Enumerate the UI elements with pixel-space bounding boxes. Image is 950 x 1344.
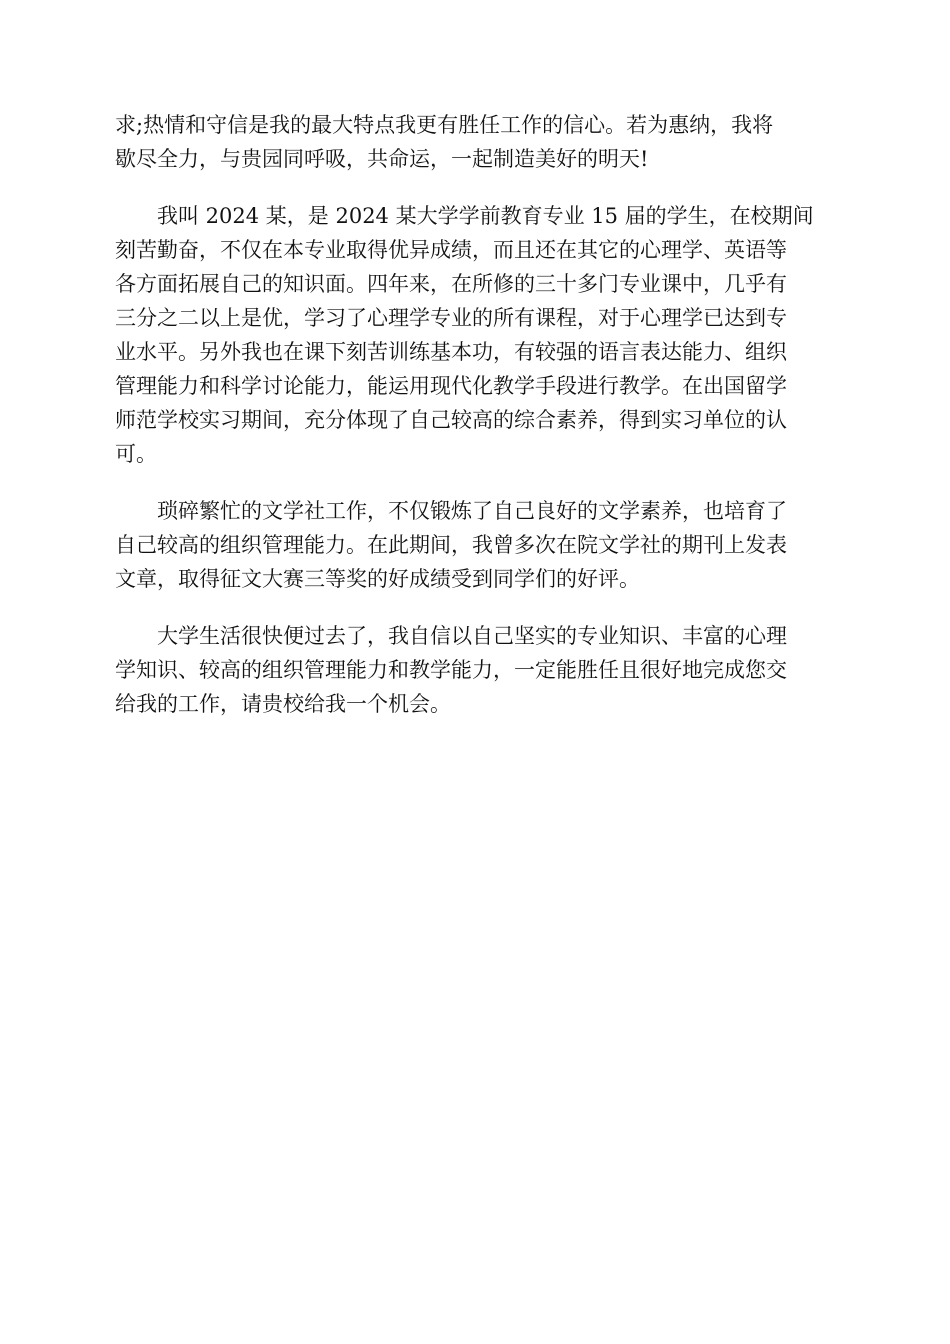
paragraph-line: 文章，取得征文大赛三等奖的好成绩受到同学们的好评。 [115, 567, 640, 591]
paragraph-line: 我叫 2024 某，是 2024 某大学学前教育专业 15 届的学生，在校期间 [157, 204, 814, 228]
paragraph-line: 求;热情和守信是我的最大特点我更有胜任工作的信心。若为惠纳，我将 [115, 113, 774, 137]
paragraph-line: 管理能力和科学讨论能力，能运用现代化教学手段进行教学。在出国留学 [115, 374, 787, 398]
paragraph-line: 师范学校实习期间，充分体现了自己较高的综合素养，得到实习单位的认 [115, 408, 787, 432]
paragraph-1 [115, 108, 835, 176]
paragraph-4 [115, 619, 835, 721]
paragraph-line: 可。 [115, 442, 157, 466]
paragraph-line: 业水平。另外我也在课下刻苦训练基本功，有较强的语言表达能力、组织 [115, 340, 787, 364]
document-body [115, 108, 835, 744]
paragraph-line: 给我的工作，请贵校给我一个机会。 [115, 692, 451, 716]
paragraph-line: 学知识、较高的组织管理能力和教学能力，一定能胜任且很好地完成您交 [115, 658, 787, 682]
paragraph-2 [115, 199, 835, 471]
paragraph-line: 歇尽全力，与贵园同呼吸，共命运，一起制造美好的明天! [115, 147, 649, 171]
paragraph-line: 各方面拓展自己的知识面。四年来，在所修的三十多门专业课中，几乎有 [115, 272, 787, 296]
paragraph-line: 自己较高的组织管理能力。在此期间，我曾多次在院文学社的期刊上发表 [115, 533, 787, 557]
paragraph-line: 刻苦勤奋，不仅在本专业取得优异成绩，而且还在其它的心理学、英语等 [115, 238, 787, 262]
paragraph-3 [115, 494, 835, 596]
paragraph-line: 琐碎繁忙的文学社工作，不仅锻炼了自己良好的文学素养，也培育了 [157, 499, 787, 523]
paragraph-line: 三分之二以上是优，学习了心理学专业的所有课程，对于心理学已达到专 [115, 306, 787, 330]
paragraph-line: 大学生活很快便过去了，我自信以自己坚实的专业知识、丰富的心理 [157, 624, 787, 648]
